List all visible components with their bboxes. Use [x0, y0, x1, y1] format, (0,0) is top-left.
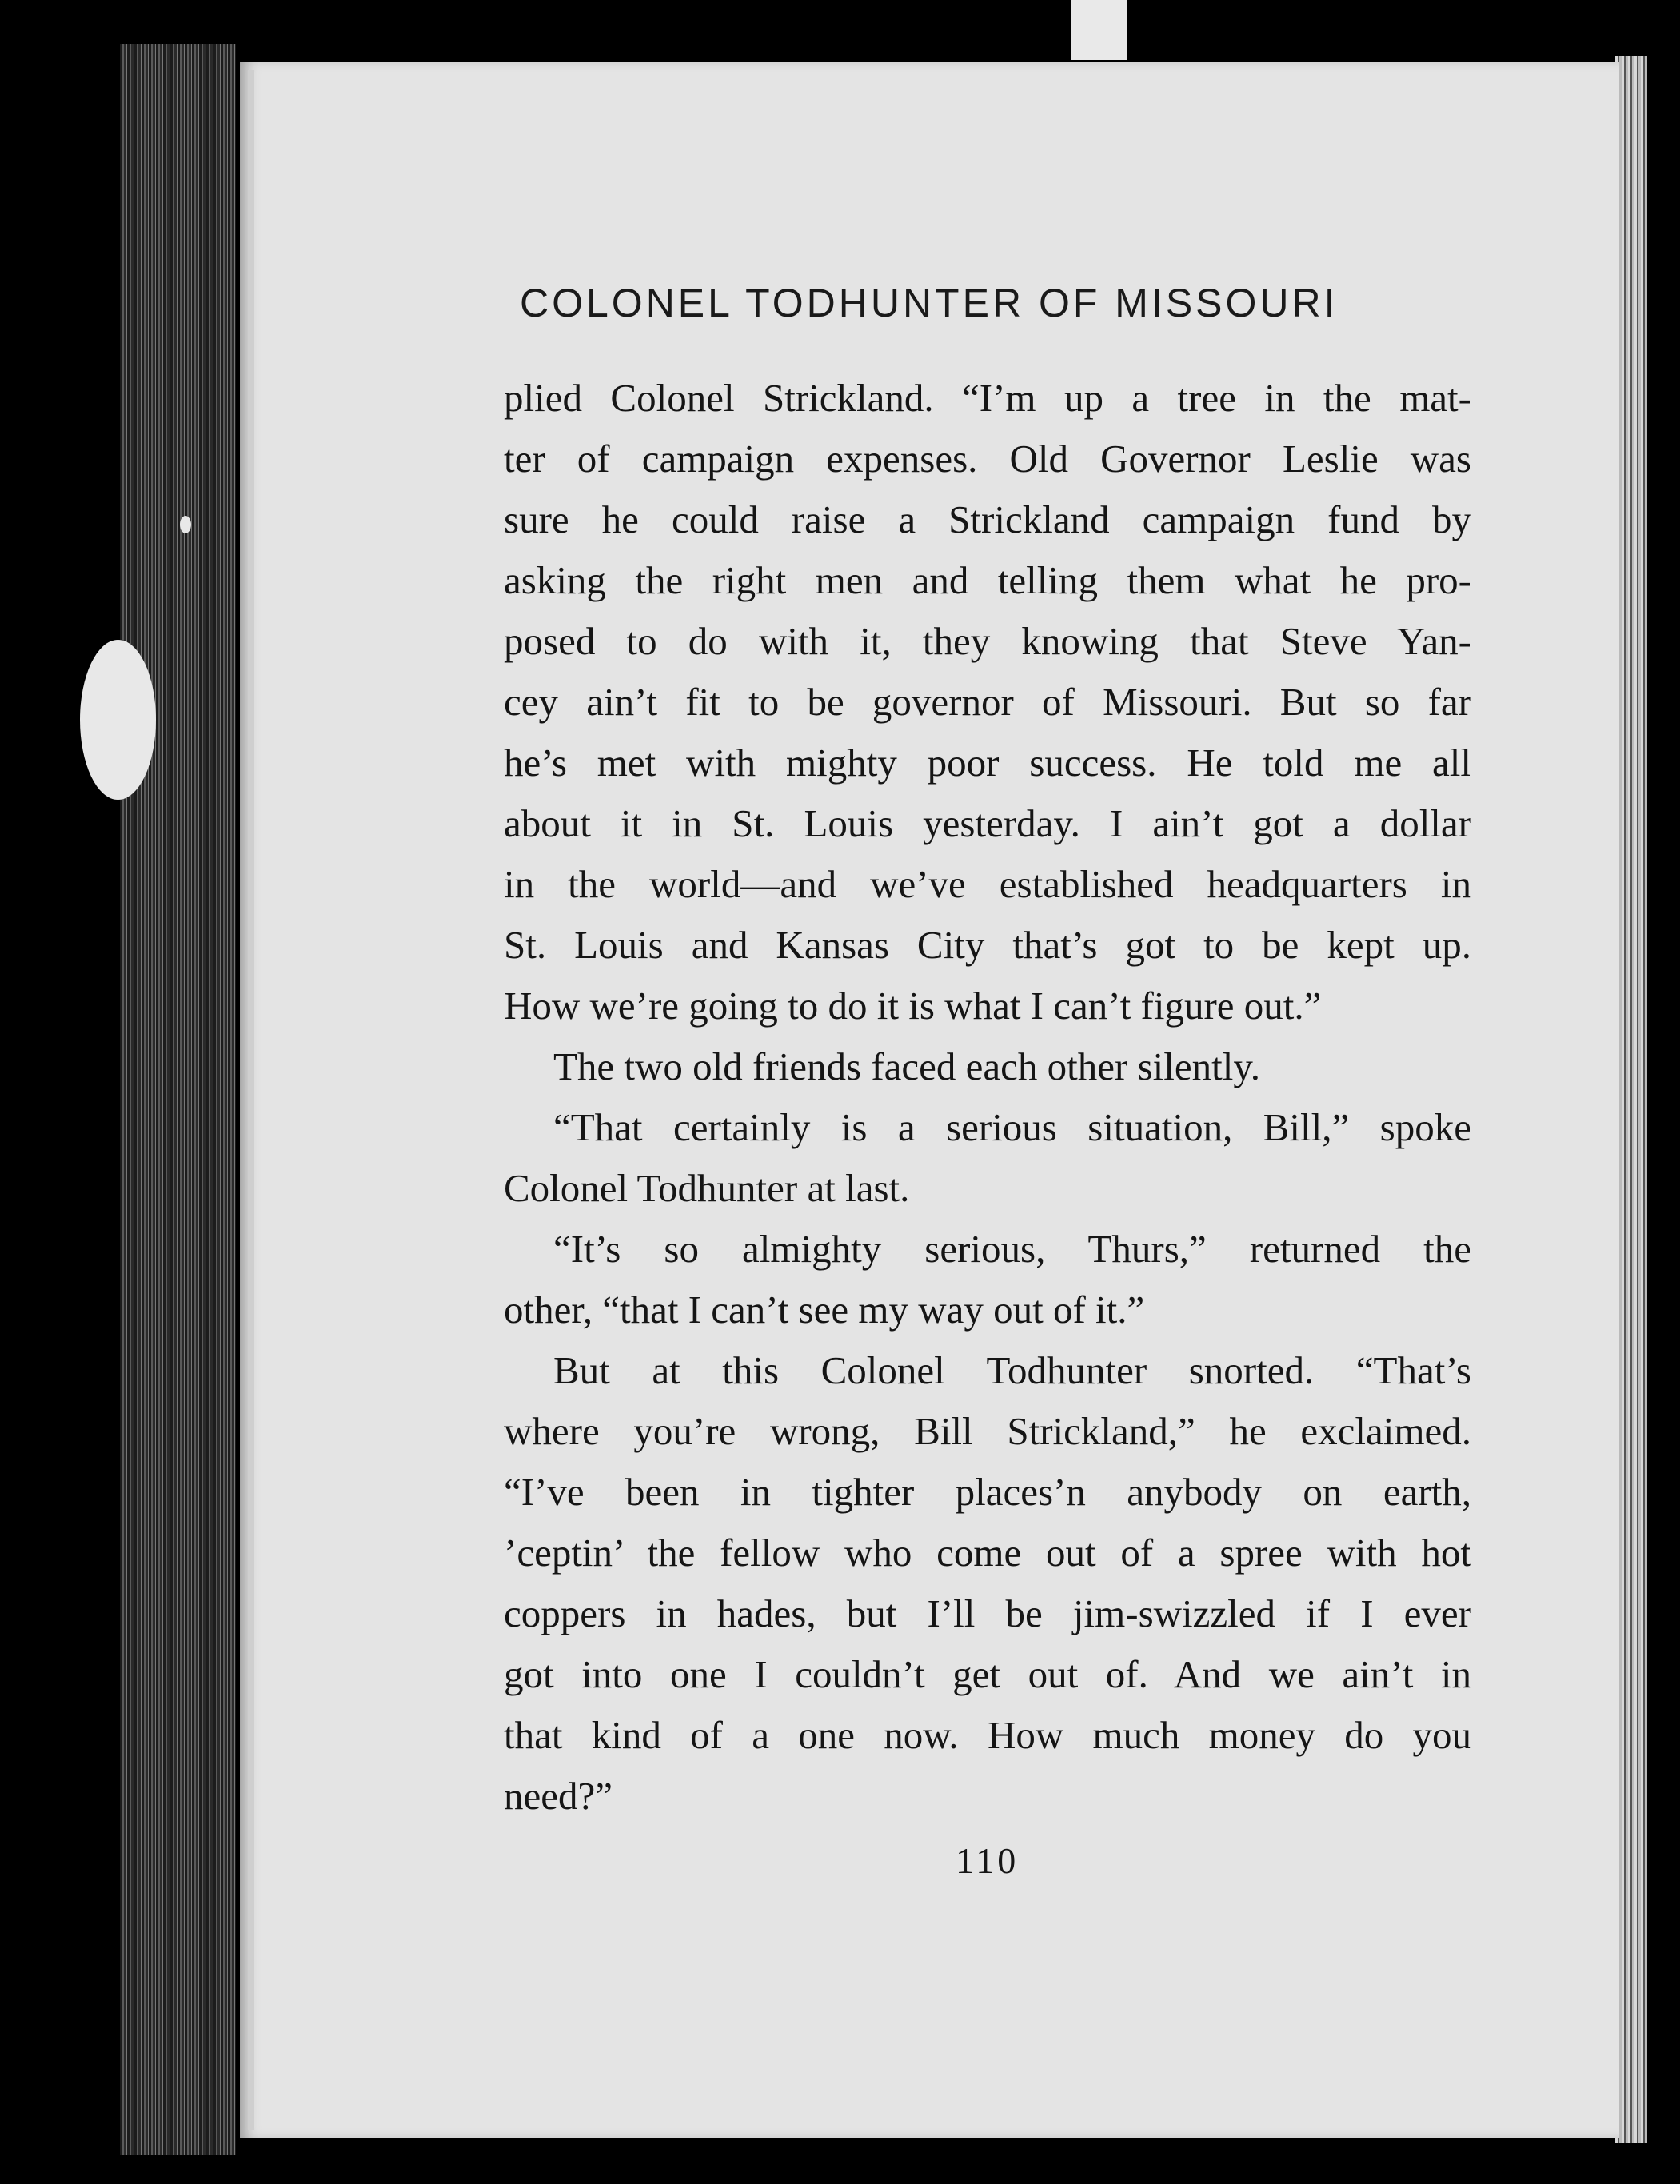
text-line: about it in St. Louis yesterday. I ain’t got a dollar: [504, 801, 1471, 845]
text-line: St. Louis and Kansas City that’s got to be kept up.: [504, 923, 1471, 967]
text-line: ter of campaign expenses. Old Governor Leslie was: [504, 437, 1471, 481]
body-text: [504, 368, 1471, 1827]
scan-artifact: [180, 516, 191, 533]
book-page-edges-left: [120, 44, 236, 2155]
text-line: plied Colonel Strickland. “I’m up a tree in the mat-: [504, 376, 1471, 420]
text-line: need?”: [504, 1774, 613, 1818]
text-line: he’s met with mighty poor success. He told me all: [504, 741, 1471, 785]
text-line: “That certainly is a serious situation, Bill,” spoke: [553, 1105, 1471, 1149]
text-line: that kind of a one now. How much money do you: [504, 1713, 1471, 1757]
text-line: where you’re wrong, Bill Strickland,” he exclaimed.: [504, 1409, 1471, 1453]
scan-artifact: [80, 640, 156, 800]
book-page-edges-right: [1615, 56, 1647, 2143]
text-line: “It’s so almighty serious, Thurs,” returned the: [553, 1227, 1471, 1271]
text-line: got into one I couldn’t get out of. And we ain’t in: [504, 1652, 1471, 1696]
page-gutter: [248, 70, 254, 2130]
text-line: coppers in hades, but I’ll be jim-swizzled if I ever: [504, 1591, 1471, 1635]
text-line: ’ceptin’ the fellow who come out of a spree with hot: [504, 1531, 1471, 1575]
text-line: posed to do with it, they knowing that Steve Yan-: [504, 619, 1471, 663]
page-number: 110: [956, 1840, 1020, 1881]
text-line: How we’re going to do it is what I can’t figure out.”: [504, 984, 1322, 1028]
paper-tab: [1071, 0, 1127, 60]
text-line: other, “that I can’t see my way out of it.”: [504, 1288, 1145, 1332]
text-line: cey ain’t fit to be governor of Missouri. But so far: [504, 680, 1471, 724]
text-line: asking the right men and telling them what he pro-: [504, 558, 1471, 602]
text-line: sure he could raise a Strickland campaign fund by: [504, 497, 1471, 541]
text-line: “I’ve been in tighter places’n anybody on earth,: [504, 1470, 1471, 1514]
running-head: COLONEL TODHUNTER OF MISSOURI: [520, 281, 1339, 325]
text-line: in the world—and we’ve established headquarters in: [504, 862, 1471, 906]
text-line: But at this Colonel Todhunter snorted. “That’s: [553, 1348, 1471, 1392]
text-line: The two old friends faced each other silently.: [553, 1044, 1260, 1088]
text-line: Colonel Todhunter at last.: [504, 1166, 910, 1210]
